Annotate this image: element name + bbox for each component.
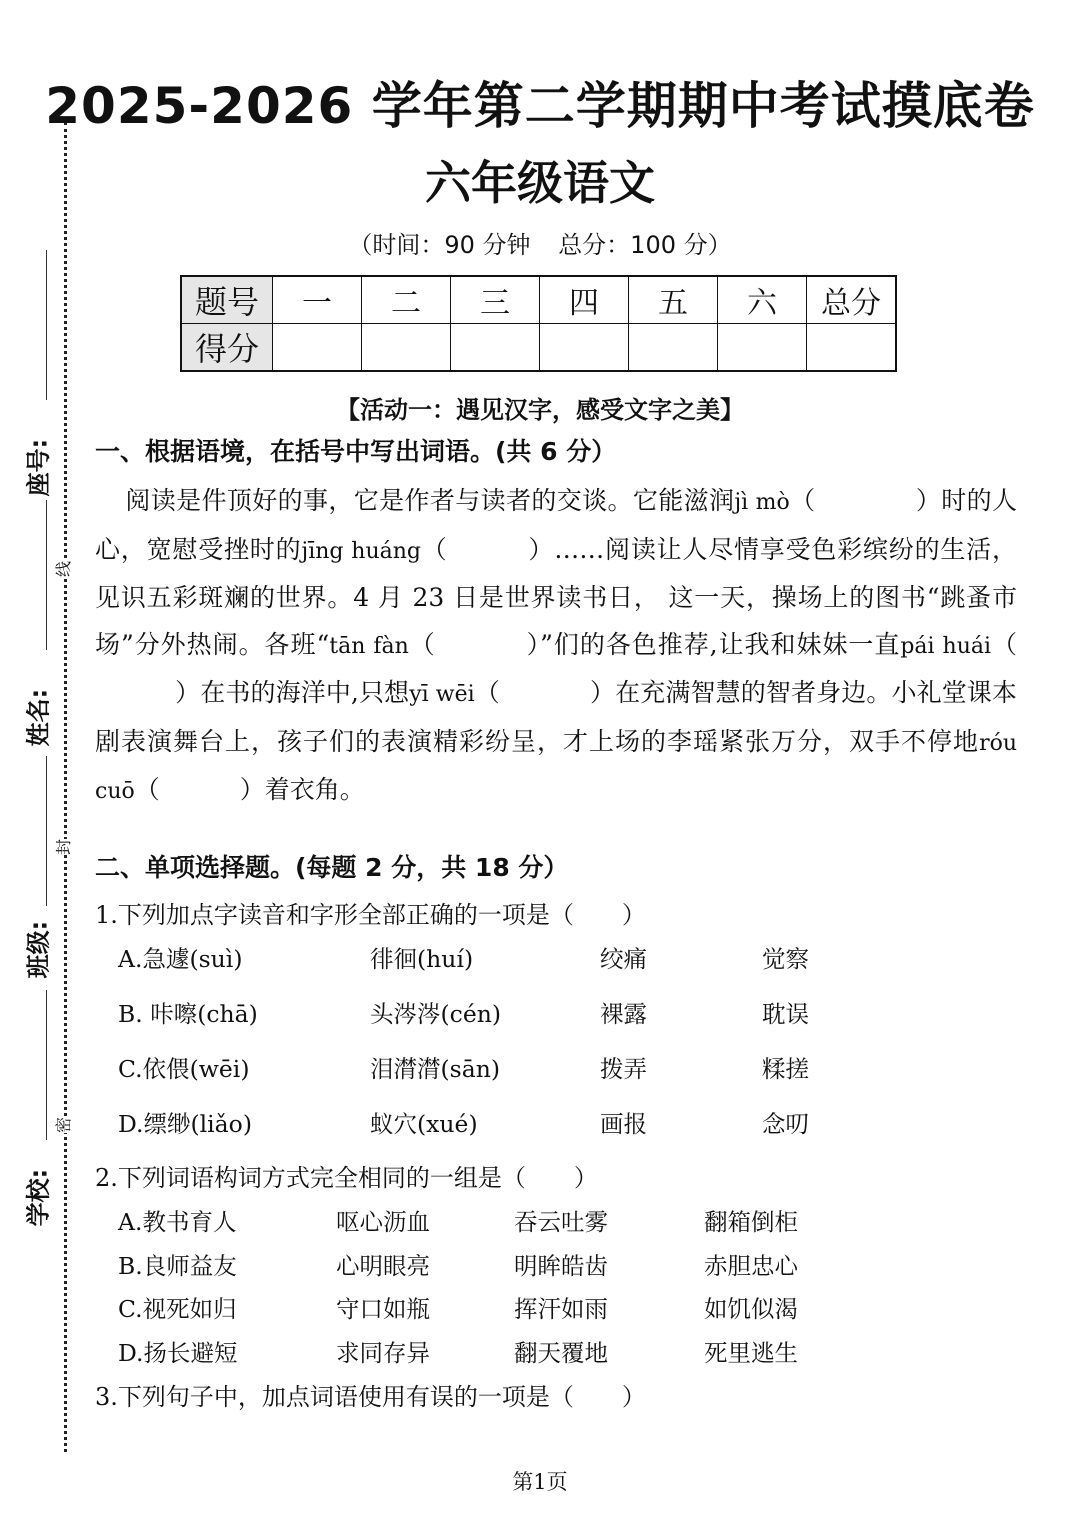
question-1-stem: 1.下列加点字读音和字形全部正确的一项是（ ） <box>95 901 646 929</box>
q2-option-a-4: 翻箱倒柜 <box>704 1208 798 1236</box>
q1-option-b-3: 裸露 <box>600 1000 647 1028</box>
score-col-6: 六 <box>718 276 807 324</box>
q1-option-d-2: 蚁穴(xué) <box>370 1110 478 1138</box>
school-underline <box>46 990 47 1140</box>
question-2-stem: 2.下列词语构词方式完全相同的一组是（ ） <box>95 1164 598 1192</box>
q1-option-d-4: 念叨 <box>762 1110 809 1138</box>
q2-option-a-3: 吞云吐雾 <box>514 1208 608 1236</box>
section1-title: 一、根据语境，在括号中写出词语。(共 6 分） <box>95 437 617 466</box>
class-underline <box>46 756 47 906</box>
class-label: 班级: <box>24 920 53 979</box>
page-subtitle: 六年级语文 <box>425 156 655 210</box>
q2-option-c-4: 如饥似渴 <box>704 1295 798 1323</box>
pinyin: jīng huáng <box>301 538 421 564</box>
pinyin: tān fàn <box>329 633 409 659</box>
score-col-3: 三 <box>451 276 540 324</box>
score-table-score-row <box>181 324 896 372</box>
exam-time: （时间：90 分钟 <box>348 231 531 259</box>
score-cell[interactable] <box>807 324 897 372</box>
q2-option-c-2: 守口如瓶 <box>336 1295 430 1323</box>
q1-option-a-2: 徘徊(huí) <box>370 945 474 973</box>
q2-option-b-2: 心明眼亮 <box>336 1252 430 1280</box>
school-label: 学校: <box>24 1168 53 1227</box>
binding-mark-line: 线 <box>54 560 74 578</box>
score-table-row1-label: 题号 <box>181 276 273 324</box>
q2-option-a-1[interactable]: A.教书育人 <box>118 1208 237 1236</box>
q1-option-a-4: 觉察 <box>762 945 809 973</box>
q2-option-b-1[interactable]: B.良师益友 <box>118 1252 237 1280</box>
score-col-total: 总分 <box>807 276 897 324</box>
score-cell[interactable] <box>362 324 451 372</box>
score-table-header-row <box>181 276 896 324</box>
score-table <box>180 275 897 372</box>
q2-option-d-3: 翻天覆地 <box>514 1339 608 1367</box>
exam-total: 总分：100 分） <box>558 231 732 259</box>
q1-option-c-2: 泪潸潸(sān) <box>370 1055 501 1083</box>
q1-option-a-3: 绞痛 <box>600 945 647 973</box>
score-cell[interactable] <box>451 324 540 372</box>
name-underline <box>46 500 47 650</box>
q2-option-d-1[interactable]: D.扬长避短 <box>118 1339 238 1367</box>
q1-option-b-1[interactable]: B. 咔嚓(chā) <box>118 1000 258 1028</box>
q1-option-d-1[interactable]: D.缥缈(liǎo) <box>118 1110 253 1138</box>
score-cell[interactable] <box>629 324 718 372</box>
q1-option-d-3: 画报 <box>600 1110 647 1138</box>
score-cell[interactable] <box>540 324 629 372</box>
exam-info <box>0 225 1080 260</box>
activity-heading: 【活动一：遇见汉字，感受文字之美】 <box>336 396 744 424</box>
page-number: 第1页 <box>512 1470 568 1494</box>
q2-option-a-2: 呕心沥血 <box>336 1208 430 1236</box>
q1-option-b-2: 头涔涔(cén) <box>370 1000 502 1028</box>
page-title: 2025-2026 学年第二学期期中考试摸底卷 <box>45 77 1035 135</box>
score-col-4: 四 <box>540 276 629 324</box>
score-cell[interactable] <box>718 324 807 372</box>
section2-title: 二、单项选择题。(每题 2 分，共 18 分） <box>95 853 569 882</box>
q1-option-b-4: 耽误 <box>762 1000 809 1028</box>
q1-option-c-4: 糅搓 <box>762 1055 809 1083</box>
name-label: 姓名: <box>24 688 53 747</box>
pinyin: yī wēi <box>409 682 475 707</box>
seat-label: 座号: <box>24 438 53 497</box>
score-col-2: 二 <box>362 276 451 324</box>
score-col-1: 一 <box>273 276 362 324</box>
q2-option-d-2: 求同存异 <box>336 1339 430 1367</box>
binding-mark-secret: 密 <box>54 1116 74 1134</box>
q2-option-c-3: 挥汗如雨 <box>514 1295 608 1323</box>
score-col-5: 五 <box>629 276 718 324</box>
binding-dotted-line <box>64 122 67 1452</box>
pinyin: pái huái <box>900 633 992 659</box>
score-cell[interactable] <box>273 324 362 372</box>
q2-option-b-3: 明眸皓齿 <box>514 1252 608 1280</box>
pinyin: róu cuō <box>95 730 1017 804</box>
q1-option-c-3: 拨弄 <box>600 1055 647 1083</box>
q2-option-b-4: 赤胆忠心 <box>704 1252 798 1280</box>
pinyin: jì mò <box>734 490 790 515</box>
section1-passage: 阅读是件顶好的事，它是作者与读者的交谈。它能滋润jì mò（ ）时的人心，宽慰受挫时的jīng huáng（ ）……阅读让人尽情享受色彩缤纷的生活，见识五彩斑斓的世界。4 月 23 日是世界读书日， 这一天，操场上的图书“跳蚤市场”分外热闹。各班“tān fàn（ ）”们的各色推荐,让我和妹妹一直pái huái（）在书的海洋中,只想yī wēi（ ）在充满智慧的智者身边。小礼堂课本剧表演舞台上，孩子们的表演精彩纷呈，才上场的李瑶紧张万分，双手不停地róu cuō（ ）着衣角。 <box>95 486 1017 804</box>
q2-option-d-4: 死里逃生 <box>704 1339 798 1367</box>
question-3-stem: 3.下列句子中，加点词语使用有误的一项是（ ） <box>95 1383 646 1411</box>
q1-option-a-1[interactable]: A.急遽(suì) <box>118 945 243 973</box>
seat-underline <box>46 250 47 400</box>
binding-mark-seal: 封 <box>54 838 74 856</box>
q1-option-c-1[interactable]: C.依偎(wēi) <box>118 1055 250 1083</box>
score-table-row2-label: 得分 <box>181 324 273 372</box>
q2-option-c-1[interactable]: C.视死如归 <box>118 1295 237 1323</box>
